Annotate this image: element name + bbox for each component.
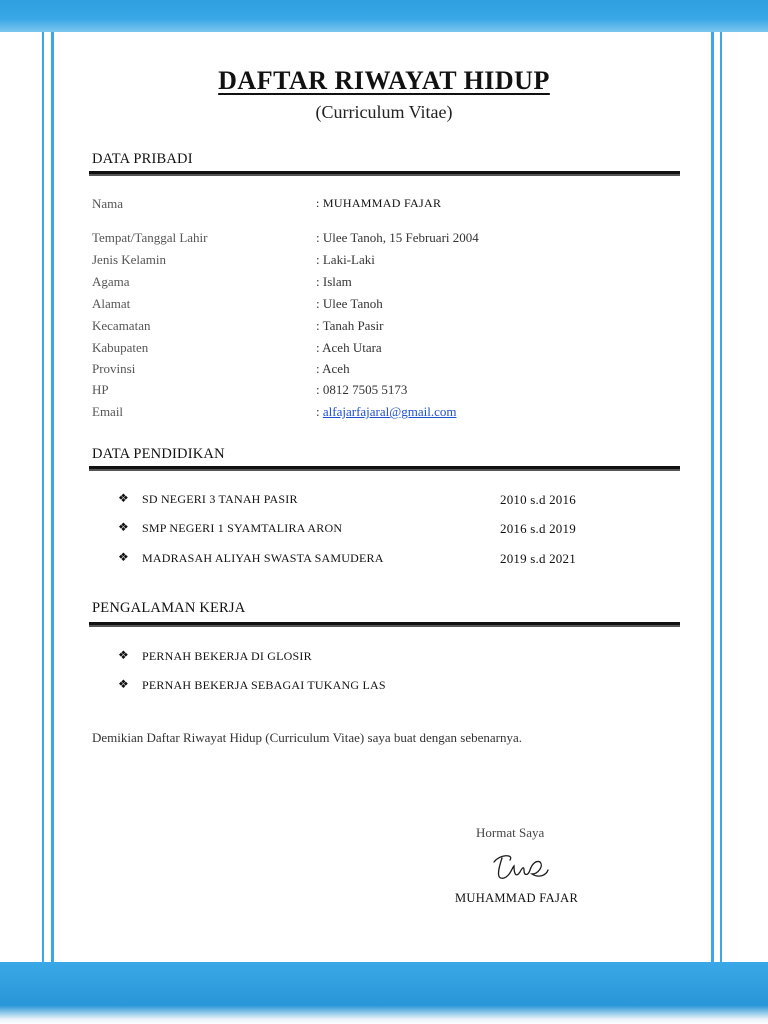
field-label: Tempat/Tanggal Lahir — [92, 230, 208, 245]
field-label: HP — [92, 382, 109, 397]
closing-greeting: Hormat Saya — [476, 825, 545, 840]
field-value: : Aceh — [316, 361, 350, 376]
field-row-birth — [92, 230, 692, 250]
right-border-line-inner — [711, 32, 714, 962]
field-row-phone — [92, 382, 692, 402]
handwritten-signature — [486, 848, 556, 888]
section-heading-experience: PENGALAMAN KERJA — [92, 600, 246, 616]
document-title: DAFTAR RIWAYAT HIDUP — [218, 66, 550, 95]
education-item — [118, 551, 598, 571]
field-label: Kecamatan — [92, 318, 151, 333]
top-border-band — [0, 0, 768, 32]
field-row-regency — [92, 340, 692, 360]
field-value: : Ulee Tanoh — [316, 296, 383, 311]
email-prefix: : — [316, 404, 323, 419]
education-years: 2016 s.d 2019 — [500, 521, 576, 536]
experience-item — [118, 649, 598, 669]
education-years: 2019 s.d 2021 — [500, 551, 576, 566]
field-label: Alamat — [92, 296, 131, 311]
education-item — [118, 521, 598, 541]
diamond-bullet-icon: ❖ — [118, 550, 129, 564]
education-years: 2010 s.d 2016 — [500, 492, 576, 507]
section-divider-personal — [89, 171, 680, 174]
section-divider-education — [89, 466, 680, 469]
right-border-line-outer — [720, 32, 722, 962]
field-label: Agama — [92, 274, 130, 289]
education-item — [118, 492, 598, 512]
field-row-district — [92, 318, 692, 338]
field-value — [316, 404, 456, 420]
section-heading-education: DATA PENDIDIKAN — [92, 446, 225, 462]
field-label: Nama — [92, 196, 124, 211]
left-border-line-inner — [51, 32, 54, 962]
field-value: : Ulee Tanoh, 15 Februari 2004 — [316, 230, 479, 245]
section-divider-experience — [89, 622, 680, 625]
field-label: Email — [92, 404, 124, 419]
section-heading-personal: DATA PRIBADI — [92, 151, 193, 167]
bottom-border-band — [0, 962, 768, 1024]
experience-text: PERNAH BEKERJA SEBAGAI TUKANG LAS — [142, 678, 386, 692]
field-value: : 0812 7505 5173 — [316, 382, 408, 397]
field-value: : Laki-Laki — [316, 252, 375, 267]
field-row-religion — [92, 274, 692, 294]
field-row-address — [92, 296, 692, 316]
diamond-bullet-icon: ❖ — [118, 520, 129, 534]
closing-statement: Demikian Daftar Riwayat Hidup (Curriculum Vitae) saya buat dengan sebenarnya. — [92, 730, 523, 745]
signer-name: MUHAMMAD FAJAR — [455, 891, 579, 905]
experience-item — [118, 678, 598, 698]
document-subtitle: (Curriculum Vitae) — [315, 102, 453, 122]
field-label: Provinsi — [92, 361, 136, 376]
experience-text: PERNAH BEKERJA DI GLOSIR — [142, 649, 312, 663]
field-value: : Islam — [316, 274, 352, 289]
education-school: SD NEGERI 3 TANAH PASIR — [142, 492, 298, 506]
diamond-bullet-icon: ❖ — [118, 491, 129, 505]
field-label: Jenis Kelamin — [92, 252, 167, 267]
field-row-email — [92, 404, 692, 424]
diamond-bullet-icon: ❖ — [118, 677, 129, 691]
education-school: SMP NEGERI 1 SYAMTALIRA ARON — [142, 521, 343, 535]
diamond-bullet-icon: ❖ — [118, 648, 129, 662]
field-row-name — [92, 196, 692, 216]
education-school: MADRASAH ALIYAH SWASTA SAMUDERA — [142, 551, 384, 565]
field-value: : Tanah Pasir — [316, 318, 384, 333]
field-label: Kabupaten — [92, 340, 149, 355]
email-link[interactable]: alfajarfajaral@gmail.com — [322, 404, 457, 419]
field-row-gender — [92, 252, 692, 272]
field-row-province — [92, 361, 692, 381]
field-value: : MUHAMMAD FAJAR — [316, 196, 442, 210]
field-value: : Aceh Utara — [316, 340, 382, 355]
left-border-line-outer — [42, 32, 44, 962]
